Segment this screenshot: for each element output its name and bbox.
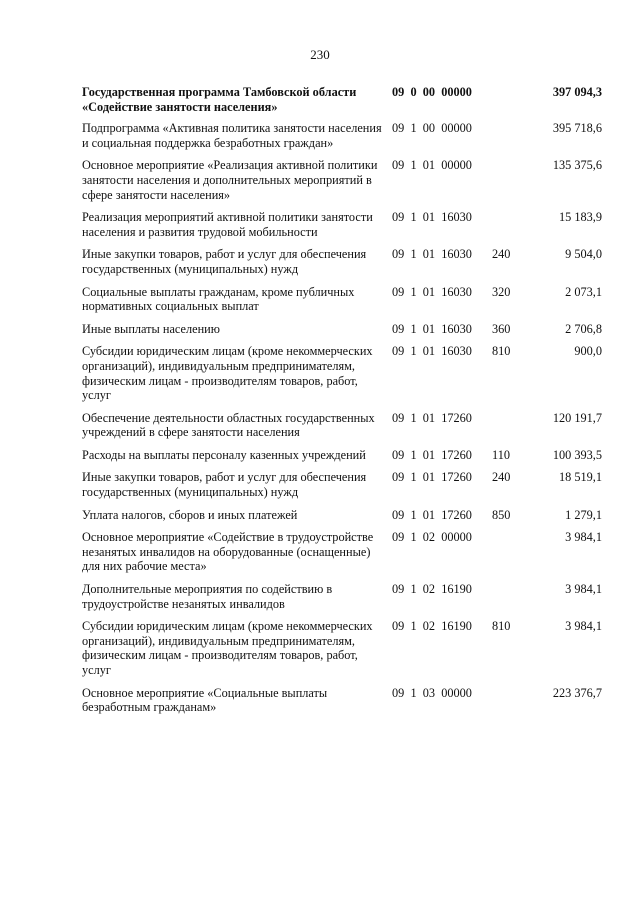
table-row [82,508,602,531]
row-code: 09 1 03 00000 [392,685,472,700]
row-code: 09 1 01 16030 [392,344,472,359]
row-amount: 395 718,6 [552,121,602,136]
budget-table-body [82,85,602,723]
row-code: 09 1 01 16030 [392,284,472,299]
row-expense-type [492,158,522,210]
row-amount: 223 376,7 [552,685,602,700]
row-code: 09 0 00 00000 [392,85,472,99]
row-name: Иные выплаты населению [82,321,220,336]
table-row [82,411,602,448]
row-expense-type: 810 [492,619,511,634]
row-expense-type: 810 [492,344,511,359]
row-code: 09 1 01 17260 [392,447,472,462]
table-row [82,686,602,723]
row-code: 09 1 01 16030 [392,247,472,262]
row-code: 09 1 01 00000 [392,158,472,173]
row-amount: 15 183,9 [558,210,602,225]
table-row [82,530,602,582]
table-row [82,322,602,345]
row-name: Дополнительные мероприятия по содействию в трудоустройстве незанятых инвалидов [82,582,333,611]
row-name: Основное мероприятие «Содействие в трудоустройстве незанятых инвалидов на оборудованные (оснащенные) для них рабочие места» [82,530,374,574]
row-amount: 135 375,6 [552,158,602,173]
row-amount: 18 519,1 [558,470,602,485]
row-amount: 3 984,1 [565,619,602,634]
row-code: 09 1 02 00000 [392,530,472,545]
row-amount: 3 984,1 [565,582,602,597]
row-expense-type [492,121,522,158]
row-code: 09 1 02 16190 [392,582,472,597]
row-name: Основное мероприятие «Социальные выплаты безработным гражданам» [82,685,328,715]
table-row [82,470,602,507]
table-row [82,344,602,410]
row-code: 09 1 01 17260 [392,470,472,485]
row-code: 09 1 01 17260 [392,507,472,522]
table-row [82,247,602,284]
table-row [82,210,602,247]
row-name: Подпрограмма «Активная политика занятости населения и социальная поддержка безработных граждан» [82,121,382,150]
row-expense-type: 320 [492,284,511,299]
row-name: Иные закупки товаров, работ и услуг для обеспечения государственных (муниципальных) нужд [82,470,367,500]
row-name: Субсидии юридическим лицам (кроме некоммерческих организаций), индивидуальным предпринимателям, физическим лицам - производителям товаров, работ, услуг [82,619,373,677]
table-row [82,582,602,619]
table-row [82,121,602,158]
row-name: Иные закупки товаров, работ и услуг для обеспечения государственных (муниципальных) нужд [82,247,367,276]
row-name: Государственная программа Тамбовской области «Содействие занятости населения» [82,85,357,114]
table-row [82,285,602,322]
row-code: 09 1 01 16030 [392,321,472,336]
row-expense-type [492,85,522,121]
row-amount: 900,0 [574,344,602,359]
row-amount: 397 094,3 [552,85,602,99]
row-expense-type [492,530,522,582]
page-number: 230 [310,47,330,62]
table-row [82,448,602,471]
row-name: Реализация мероприятий активной политики занятости населения и развития трудовой мобильности [82,210,373,239]
row-expense-type: 360 [492,321,511,336]
table-row [82,158,602,210]
row-name: Субсидии юридическим лицам (кроме некоммерческих организаций), индивидуальным предпринимателям, физическим лицам - производителям товаров, работ, услуг [82,344,373,403]
row-code: 09 1 00 00000 [392,121,472,136]
row-expense-type: 110 [492,447,510,462]
row-amount: 3 984,1 [565,530,602,545]
table-row [82,85,602,121]
row-name: Расходы на выплаты персоналу казенных учреждений [82,447,366,462]
row-code: 09 1 02 16190 [392,619,472,634]
row-expense-type: 240 [492,247,511,262]
row-amount: 2 073,1 [565,284,602,299]
row-expense-type [492,210,522,247]
row-amount: 120 191,7 [552,410,602,425]
row-code: 09 1 01 16030 [392,210,472,225]
row-expense-type [492,686,522,723]
row-amount: 100 393,5 [552,447,602,462]
row-code: 09 1 01 17260 [392,410,472,425]
row-amount: 9 504,0 [565,247,602,262]
row-expense-type: 850 [492,507,511,522]
row-amount: 1 279,1 [565,507,602,522]
row-name: Уплата налогов, сборов и иных платежей [82,507,298,522]
row-expense-type [492,582,522,619]
row-expense-type [492,411,522,448]
row-name: Обеспечение деятельности областных государственных учреждений в сфере занятости населения [82,410,375,440]
row-expense-type: 240 [492,470,511,485]
table-row [82,619,602,685]
row-name: Основное мероприятие «Реализация активной политики занятости населения и дополнительных мероприятий в сфере занятости населения» [82,158,378,202]
row-amount: 2 706,8 [565,321,602,336]
row-name: Социальные выплаты гражданам, кроме публичных нормативных социальных выплат [82,284,355,314]
budget-table [82,85,602,723]
